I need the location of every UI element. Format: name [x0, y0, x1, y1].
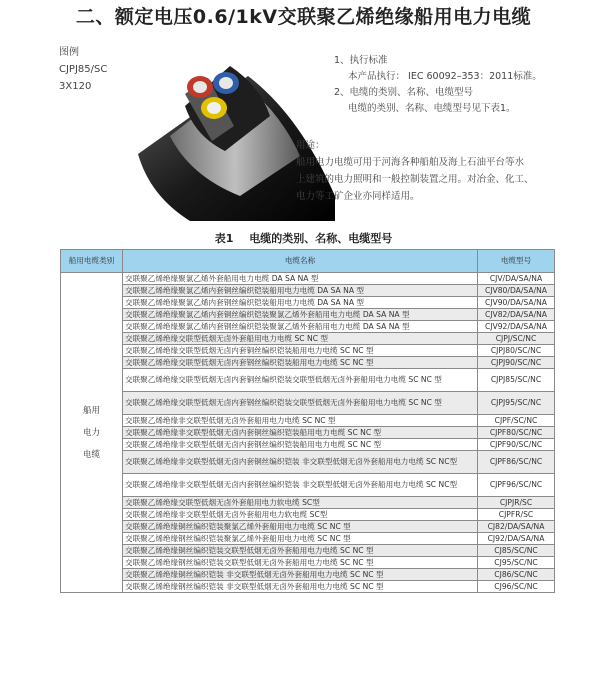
category-line: 船用: [82, 405, 100, 416]
cable-name-cell: 交联聚乙烯绝缘非交联型低烟无卤内套铜丝编织铠装船用电力电缆 SC NC 型: [123, 427, 478, 439]
table-row: [61, 474, 555, 497]
cable-model-cell: CJV/DA/SA/NA: [478, 273, 555, 285]
standard-section: [334, 53, 604, 117]
cable-name-cell: 交联聚乙烯绝缘铜丝编织铠装交联型低烟无卤外套船用电力电缆 SC NC 型: [123, 545, 478, 557]
usage-heading: 用途：: [296, 140, 325, 151]
usage-line: 船用电力电缆可用于河海各种船舶及海上石油平台等水: [296, 157, 525, 168]
cable-model-cell: CJPJR/SC: [478, 497, 555, 509]
cable-model-cell: CJ92/DA/SA/NA: [478, 533, 555, 545]
table-row: [61, 333, 555, 345]
table-row: [61, 533, 555, 545]
table-row: [61, 581, 555, 593]
table-row: [61, 415, 555, 427]
cable-model-cell: CJPF90/SC/NC: [478, 439, 555, 451]
cable-model-cell: CJ86/SC/NC: [478, 569, 555, 581]
table-caption-text: 电缆的类别、名称、电缆型号: [249, 232, 393, 245]
usage-section: [296, 137, 602, 205]
cable-model-cell: CJPF80/SC/NC: [478, 427, 555, 439]
usage-line: 电力等工矿企业亦同样适用。: [296, 191, 420, 202]
cable-name-cell: 交联聚乙烯绝缘交联型低烟无卤外套船用电力软电缆 SC型: [123, 497, 478, 509]
cable-name-cell: 交联聚乙烯绝缘交联型低烟无卤内套铜丝编织铠装交联型低烟无卤外套船用电力电缆 SC NC 型: [123, 369, 478, 392]
cable-model-cell: CJ82/DA/SA/NA: [478, 521, 555, 533]
figure-label-title: 图例: [59, 47, 79, 58]
header-category: 船用电缆类别: [61, 250, 123, 273]
table-row: [61, 285, 555, 297]
cable-name-cell: 交联聚乙烯绝缘铜丝编织铠装 非交联型低烟无卤外套船用电力电缆 SC NC 型: [123, 569, 478, 581]
usage-line: 上建筑的电力照明和一般控制装置之用。对冶金、化工、: [296, 174, 534, 185]
figure-label: [59, 44, 107, 95]
cable-model-cell: CJPFR/SC: [478, 509, 555, 521]
category-cell: [61, 273, 123, 593]
cable-name-cell: 交联聚乙烯绝缘非交联型低烟无卤外套船用电力电缆 SC NC 型: [123, 415, 478, 427]
section2-text: 电缆的类别、名称、电缆型号见下表1。: [348, 103, 516, 114]
cable-model-cell: CJ96/SC/NC: [478, 581, 555, 593]
cable-model-cell: CJ85/SC/NC: [478, 545, 555, 557]
cable-name-cell: 交联聚乙烯绝缘聚氯乙烯内套钢丝编织铠装船用电力电缆 DA SA NA 型: [123, 297, 478, 309]
table-row: [61, 427, 555, 439]
header-name: 电缆名称: [123, 250, 478, 273]
table-row: [61, 297, 555, 309]
table-row: [61, 345, 555, 357]
figure-spec: 3X120: [59, 81, 92, 92]
cable-name-cell: 交联聚乙烯绝缘聚氯乙烯外套船用电力电缆 DA SA NA 型: [123, 273, 478, 285]
figure-model: CJPJ85/SC: [59, 64, 108, 75]
table-row: [61, 357, 555, 369]
cable-model-cell: CJPJ90/SC/NC: [478, 357, 555, 369]
cable-name-cell: 交联聚乙烯绝缘非交联型低烟无卤内套钢丝编织铠装 非交联型低烟无卤外套船用电力电缆 SC NC型: [123, 474, 478, 497]
table-caption: [0, 230, 607, 246]
cable-model-cell: CJPJ95/SC/NC: [478, 392, 555, 415]
table-caption-number: 表1: [214, 232, 234, 245]
table-header-row: [61, 250, 555, 273]
cable-table: [60, 249, 555, 593]
cable-name-cell: 交联聚乙烯绝缘钢丝编织铠装聚氯乙烯外套船用电力电缆 SC NC 型: [123, 533, 478, 545]
table-body: [61, 273, 555, 593]
table-row: [61, 521, 555, 533]
table-row: [61, 273, 555, 285]
cable-name-cell: 交联聚乙烯绝缘交联型低烟无卤内套钢丝编织铠装船用电力电缆 SC NC 型: [123, 357, 478, 369]
cable-name-cell: 交联聚乙烯绝缘非交联型低烟无卤内套钢丝编织铠装船用电力电缆 SC NC 型: [123, 439, 478, 451]
cable-name-cell: 交联聚乙烯绝缘钢丝编织铠装 非交联型低烟无卤外套船用电力电缆 SC NC 型: [123, 581, 478, 593]
table-row: [61, 309, 555, 321]
table-row: [61, 439, 555, 451]
cable-model-cell: CJV92/DA/SA/NA: [478, 321, 555, 333]
cable-name-cell: 交联聚乙烯绝缘钢丝编织铠装交联型低烟无卤外套船用电力电缆 SC NC 型: [123, 557, 478, 569]
table-row: [61, 569, 555, 581]
cable-model-cell: CJPF96/SC/NC: [478, 474, 555, 497]
cable-model-cell: CJPJ/SC/NC: [478, 333, 555, 345]
cable-name-cell: 交联聚乙烯绝缘聚氯乙烯内套钢丝编织铠装聚氯乙烯外套船用电力电缆 DA SA NA 型: [123, 321, 478, 333]
table-row: [61, 557, 555, 569]
category-line: 电缆: [82, 449, 100, 460]
table-row: [61, 545, 555, 557]
cable-name-cell: 交联聚乙烯绝缘聚氯乙烯内套铜丝编织铠装聚氯乙烯外套船用电力电缆 DA SA NA 型: [123, 309, 478, 321]
cable-model-cell: CJPJ85/SC/NC: [478, 369, 555, 392]
page-title: 二、额定电压0.6/1kV交联聚乙烯绝缘船用电力电缆: [75, 6, 532, 28]
cable-name-cell: 交联聚乙烯绝缘交联型低烟无卤外套船用电力电缆 SC NC 型: [123, 333, 478, 345]
cable-name-cell: 交联聚乙烯绝缘非交联型低烟无卤内套铜丝编织铠装 非交联型低烟无卤外套船用电力电缆 SC NC型: [123, 451, 478, 474]
category-line: 电力: [82, 427, 100, 438]
cable-model-cell: CJ95/SC/NC: [478, 557, 555, 569]
cable-model-cell: CJV90/DA/SA/NA: [478, 297, 555, 309]
cable-model-cell: CJPF/SC/NC: [478, 415, 555, 427]
cable-name-cell: 交联聚乙烯绝缘交联型低烟无卤内套铜丝编织铠装船用电力电缆 SC NC 型: [123, 345, 478, 357]
cable-model-cell: CJPF86/SC/NC: [478, 451, 555, 474]
standard-heading: 1、执行标准: [334, 55, 388, 66]
cable-name-cell: 交联聚乙烯绝缘交联型低烟无卤内套钢丝编织铠装交联型低烟无卤外套船用电力电缆 SC NC 型: [123, 392, 478, 415]
table-row: [61, 509, 555, 521]
table-row: [61, 369, 555, 392]
cable-model-cell: CJPJ80/SC/NC: [478, 345, 555, 357]
cable-name-cell: 交联聚乙烯绝缘非交联型低烟无卤外套船用电力软电缆 SC型: [123, 509, 478, 521]
cable-model-cell: CJV82/DA/SA/NA: [478, 309, 555, 321]
section2-heading: 2、电缆的类别、名称、电缆型号: [334, 87, 474, 98]
table-row: [61, 321, 555, 333]
standard-text: 本产品执行： IEC 60092–353：2011标准。: [348, 71, 542, 82]
table-row: [61, 451, 555, 474]
header-model: 电缆型号: [478, 250, 555, 273]
table-row: [61, 392, 555, 415]
cable-name-cell: 交联聚乙烯绝缘聚氯乙烯内套铜丝编织铠装船用电力电缆 DA SA NA 型: [123, 285, 478, 297]
table-row: [61, 497, 555, 509]
cable-model-cell: CJV80/DA/SA/NA: [478, 285, 555, 297]
cable-name-cell: 交联聚乙烯绝缘铜丝编织铠装聚氯乙烯外套船用电力电缆 SC NC 型: [123, 521, 478, 533]
